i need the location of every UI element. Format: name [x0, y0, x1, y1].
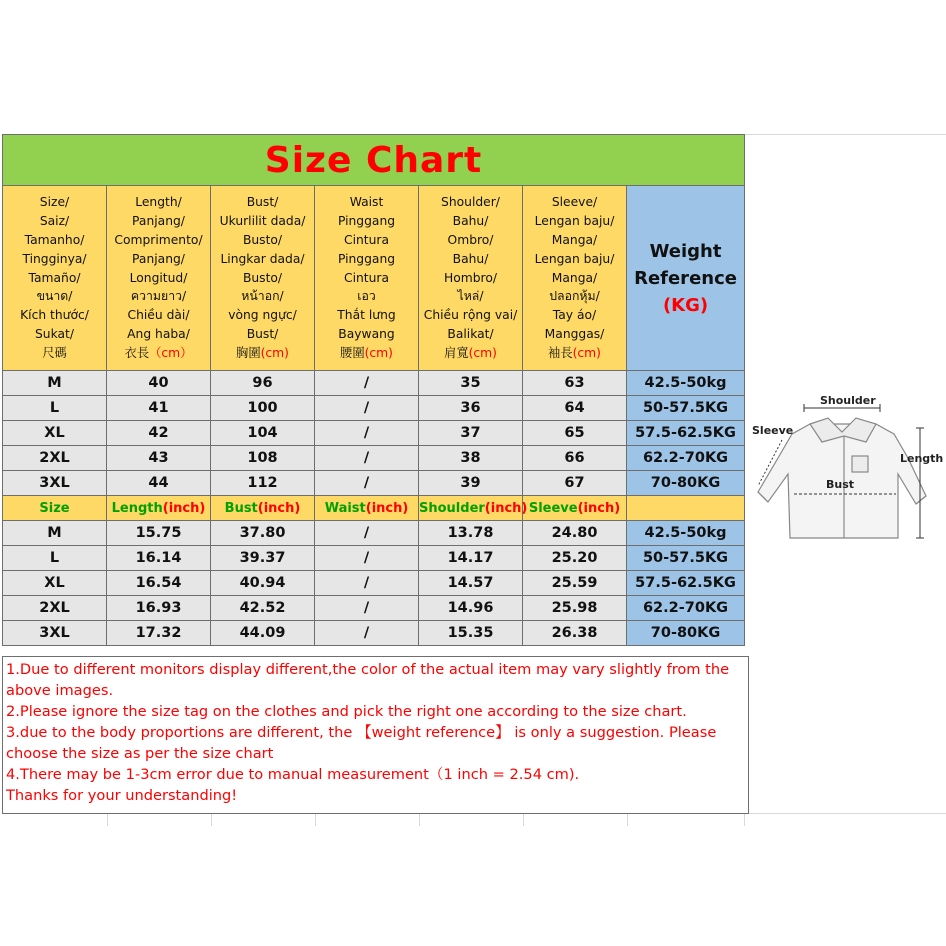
header-line: Lengan baju/ — [534, 251, 615, 266]
header-line: Shoulder/ — [441, 195, 500, 210]
header-cell — [419, 186, 523, 371]
measure-cell: 44.09 — [211, 621, 315, 646]
header-line: Length/ — [135, 195, 182, 210]
table-row — [3, 446, 745, 471]
inch-header-cell — [419, 496, 528, 521]
table-row — [3, 621, 745, 646]
header-line: Sukat/ — [34, 326, 74, 341]
grid-stub — [744, 814, 745, 826]
measure-cell: / — [315, 546, 419, 571]
size-cell: XL — [3, 421, 107, 446]
header-line: Pinggang — [337, 214, 396, 229]
grid-stub — [419, 814, 420, 826]
measure-cell: 63 — [523, 371, 627, 396]
measure-cell: 64 — [523, 396, 627, 421]
header-line: ไหล่/ — [457, 289, 484, 304]
note-4: 4.There may be 1-3cm error due to manual measurement（1 inch = 2.54 cm). — [6, 766, 580, 783]
measure-cell: 17.32 — [107, 621, 211, 646]
bust-label: Bust — [826, 478, 855, 491]
size-cell: 3XL — [3, 621, 107, 646]
header-cjk: 胸圍 — [236, 345, 261, 360]
measure-cell: 67 — [523, 471, 627, 496]
header-last-line — [315, 344, 418, 363]
header-last-line — [107, 344, 210, 363]
inch-header-cell — [315, 496, 419, 521]
header-last-line — [211, 344, 314, 363]
measure-cell: 36 — [419, 396, 523, 421]
inch-header-name: Length — [111, 500, 163, 516]
table-row — [3, 371, 745, 396]
header-unit: (cm) — [468, 345, 497, 360]
measure-cell: 16.93 — [107, 596, 211, 621]
measure-cell: 108 — [211, 446, 315, 471]
size-chart-table — [2, 134, 745, 646]
sheet-gridline-top — [744, 134, 946, 135]
weight-header-unit: (KG) — [662, 294, 709, 316]
shoulder-label: Shoulder — [820, 394, 876, 407]
measure-cell: 14.96 — [419, 596, 523, 621]
weight-header-line2: Reference — [634, 267, 737, 289]
header-unit: (cm) — [572, 345, 601, 360]
inch-header-unit: (inch) — [577, 500, 621, 516]
measure-cell: 43 — [107, 446, 211, 471]
header-line: Ombro/ — [447, 233, 494, 247]
chart-title: Size Chart — [3, 135, 745, 186]
measure-cell: 14.57 — [419, 571, 523, 596]
header-cjk: 衣長 — [124, 345, 150, 360]
header-line: Panjang/ — [132, 251, 185, 266]
table-row — [3, 546, 745, 571]
header-line: ขนาด/ — [36, 289, 73, 304]
inch-header-cell — [627, 496, 745, 521]
header-line: Cintura — [343, 270, 389, 285]
measure-cell: / — [315, 621, 419, 646]
header-last-line — [3, 344, 106, 363]
header-cell — [211, 186, 315, 371]
header-line: Manga/ — [551, 270, 598, 285]
measure-cell: 14.17 — [419, 546, 523, 571]
weight-cell: 57.5-62.5KG — [627, 421, 745, 446]
inch-header-name: Bust — [224, 500, 258, 516]
sleeve-label: Sleeve — [752, 424, 794, 437]
header-line: Manga/ — [551, 233, 598, 247]
header-line: Sleeve/ — [551, 195, 598, 210]
inch-rows — [3, 521, 745, 646]
header-line: Lengan baju/ — [534, 214, 615, 229]
weight-header-line1: Weight — [649, 240, 722, 262]
measure-cell: 42 — [107, 421, 211, 446]
header-line: Lingkar dada/ — [220, 251, 305, 266]
table-row — [3, 571, 745, 596]
inch-header-cell — [107, 496, 211, 521]
header-line: ปลอกหุ้ม/ — [549, 289, 600, 304]
measure-cell: 40.94 — [211, 571, 315, 596]
inch-header-name: Size — [39, 500, 70, 516]
weight-cell: 50-57.5KG — [627, 546, 745, 571]
measure-cell: 15.75 — [107, 521, 211, 546]
size-cell: XL — [3, 571, 107, 596]
table-row — [3, 421, 745, 446]
size-cell: L — [3, 546, 107, 571]
header-line: vòng ngực/ — [228, 308, 297, 323]
notes-box — [2, 656, 749, 814]
header-line: Longitud/ — [129, 270, 188, 285]
measure-cell: 39.37 — [211, 546, 315, 571]
weight-cell: 42.5-50kg — [627, 521, 745, 546]
size-chart-sheet — [2, 134, 744, 814]
measure-cell: / — [315, 396, 419, 421]
header-line: Pinggang — [337, 251, 396, 266]
header-line: Manggas/ — [544, 326, 605, 341]
measure-cell: 44 — [107, 471, 211, 496]
header-line: Thắt lưng — [337, 308, 396, 323]
measure-cell: 38 — [419, 446, 523, 471]
header-line: Comprimento/ — [114, 233, 203, 247]
header-unit: (cm) — [364, 345, 393, 360]
header-line: Bust/ — [246, 195, 279, 210]
header-line: Hombro/ — [443, 270, 497, 285]
weight-cell: 70-80KG — [627, 621, 745, 646]
header-line: Cintura — [343, 233, 389, 247]
size-cell: 2XL — [3, 596, 107, 621]
measure-cell: 25.98 — [523, 596, 627, 621]
inch-header-unit: (inch) — [162, 500, 206, 516]
header-line: Chiều rộng vai/ — [423, 308, 518, 323]
table-row — [3, 596, 745, 621]
header-line: Bahu/ — [452, 214, 489, 229]
measure-cell: 25.59 — [523, 571, 627, 596]
header-line: ความยาว/ — [130, 289, 187, 304]
inch-header-cell — [211, 496, 315, 521]
measure-cell: 65 — [523, 421, 627, 446]
measure-cell: 42.52 — [211, 596, 315, 621]
header-cjk: 肩寬 — [444, 345, 469, 360]
weight-cell: 57.5-62.5KG — [627, 571, 745, 596]
header-cell — [107, 186, 211, 371]
header-line: Size/ — [39, 195, 70, 210]
header-line: Panjang/ — [132, 214, 185, 229]
header-cjk: 袖長 — [548, 345, 573, 360]
measure-cell: 96 — [211, 371, 315, 396]
header-line: Bust/ — [246, 326, 279, 341]
table-row — [3, 521, 745, 546]
header-line: Tamanho/ — [24, 233, 85, 247]
header-line: Balikat/ — [447, 326, 494, 341]
measure-cell: / — [315, 571, 419, 596]
header-cell — [3, 186, 107, 371]
header-cjk: 尺碼 — [42, 345, 67, 360]
header-line: Waist — [349, 195, 384, 210]
header-line: Chiều dài/ — [127, 308, 190, 323]
measure-cell: 66 — [523, 446, 627, 471]
note-1: 1.Due to different monitors display different,the color of the actual item may vary slightly from the above images. — [6, 661, 734, 699]
weight-cell: 42.5-50kg — [627, 371, 745, 396]
header-line: Busto/ — [242, 270, 283, 285]
size-cell: M — [3, 521, 107, 546]
measure-cell: 39 — [419, 471, 523, 496]
header-line: หน้าอก/ — [241, 289, 284, 304]
inch-header-unit: (inch) — [365, 500, 409, 516]
measure-cell: 15.35 — [419, 621, 523, 646]
inch-header-cell — [3, 496, 107, 521]
note-2: 2.Please ignore the size tag on the clothes and pick the right one according to the size chart. — [6, 703, 687, 720]
shirt-icon — [748, 388, 944, 548]
weight-cell: 62.2-70KG — [627, 446, 745, 471]
header-line: Saiz/ — [39, 214, 70, 229]
header-cell — [315, 186, 419, 371]
weight-reference-header — [627, 186, 745, 371]
measure-cell: / — [315, 521, 419, 546]
measure-cell: 104 — [211, 421, 315, 446]
measure-cell: 13.78 — [419, 521, 523, 546]
header-cjk: 腰圍 — [340, 345, 365, 360]
cm-rows — [3, 371, 745, 496]
inch-header-cell — [523, 496, 627, 521]
measure-cell: / — [315, 446, 419, 471]
table-row — [3, 471, 745, 496]
note-3: 3.due to the body proportions are different, the 【weight reference】 is only a suggestion. Please choose the size as per the size chart — [6, 724, 721, 762]
inch-header-name: Waist — [324, 500, 366, 516]
header-cell — [523, 186, 627, 371]
inch-header-unit: (inch) — [484, 500, 528, 516]
inch-header-name: Sleeve — [528, 500, 578, 516]
measure-cell: / — [315, 421, 419, 446]
header-unit: （cm） — [149, 345, 193, 360]
weight-cell: 62.2-70KG — [627, 596, 745, 621]
grid-stub — [107, 814, 108, 826]
measure-cell: / — [315, 471, 419, 496]
grid-stub — [627, 814, 628, 826]
measure-cell: 26.38 — [523, 621, 627, 646]
sheet-gridline-bottom — [744, 813, 946, 814]
measure-cell: 37 — [419, 421, 523, 446]
header-last-line — [523, 344, 626, 363]
measure-cell: 16.54 — [107, 571, 211, 596]
header-line: Tay áo/ — [552, 308, 597, 323]
header-line: Tamaño/ — [28, 270, 81, 285]
weight-cell: 50-57.5KG — [627, 396, 745, 421]
header-line: Tingginya/ — [22, 251, 87, 266]
header-line: Baywang — [338, 326, 395, 341]
measure-cell: 25.20 — [523, 546, 627, 571]
inch-header-row — [3, 496, 745, 521]
measure-cell: 24.80 — [523, 521, 627, 546]
measure-cell: / — [315, 596, 419, 621]
header-line: Ukurlilit dada/ — [219, 214, 306, 229]
measure-cell: 16.14 — [107, 546, 211, 571]
measure-cell: / — [315, 371, 419, 396]
length-label: Length — [900, 452, 944, 465]
measure-cell: 35 — [419, 371, 523, 396]
header-line: Busto/ — [242, 233, 283, 247]
header-line: Kích thước/ — [20, 308, 89, 323]
header-line: Ang haba/ — [127, 326, 190, 341]
header-line: Bahu/ — [452, 251, 489, 266]
measure-cell: 100 — [211, 396, 315, 421]
measure-cell: 41 — [107, 396, 211, 421]
grid-stub — [211, 814, 212, 826]
inch-header-name: Shoulder — [419, 500, 485, 516]
size-cell: 3XL — [3, 471, 107, 496]
size-cell: M — [3, 371, 107, 396]
note-5: Thanks for your understanding! — [6, 787, 238, 804]
size-cell: 2XL — [3, 446, 107, 471]
measure-cell: 37.80 — [211, 521, 315, 546]
size-cell: L — [3, 396, 107, 421]
measure-cell: 40 — [107, 371, 211, 396]
grid-stub — [315, 814, 316, 826]
header-last-line — [419, 344, 522, 363]
weight-cell: 70-80KG — [627, 471, 745, 496]
inch-header-unit: (inch) — [257, 500, 301, 516]
header-row — [3, 186, 745, 371]
shirt-measurement-diagram — [748, 388, 944, 548]
grid-stub — [523, 814, 524, 826]
table-row — [3, 396, 745, 421]
header-line: เอว — [357, 289, 376, 304]
measure-cell: 112 — [211, 471, 315, 496]
header-unit: (cm) — [260, 345, 289, 360]
